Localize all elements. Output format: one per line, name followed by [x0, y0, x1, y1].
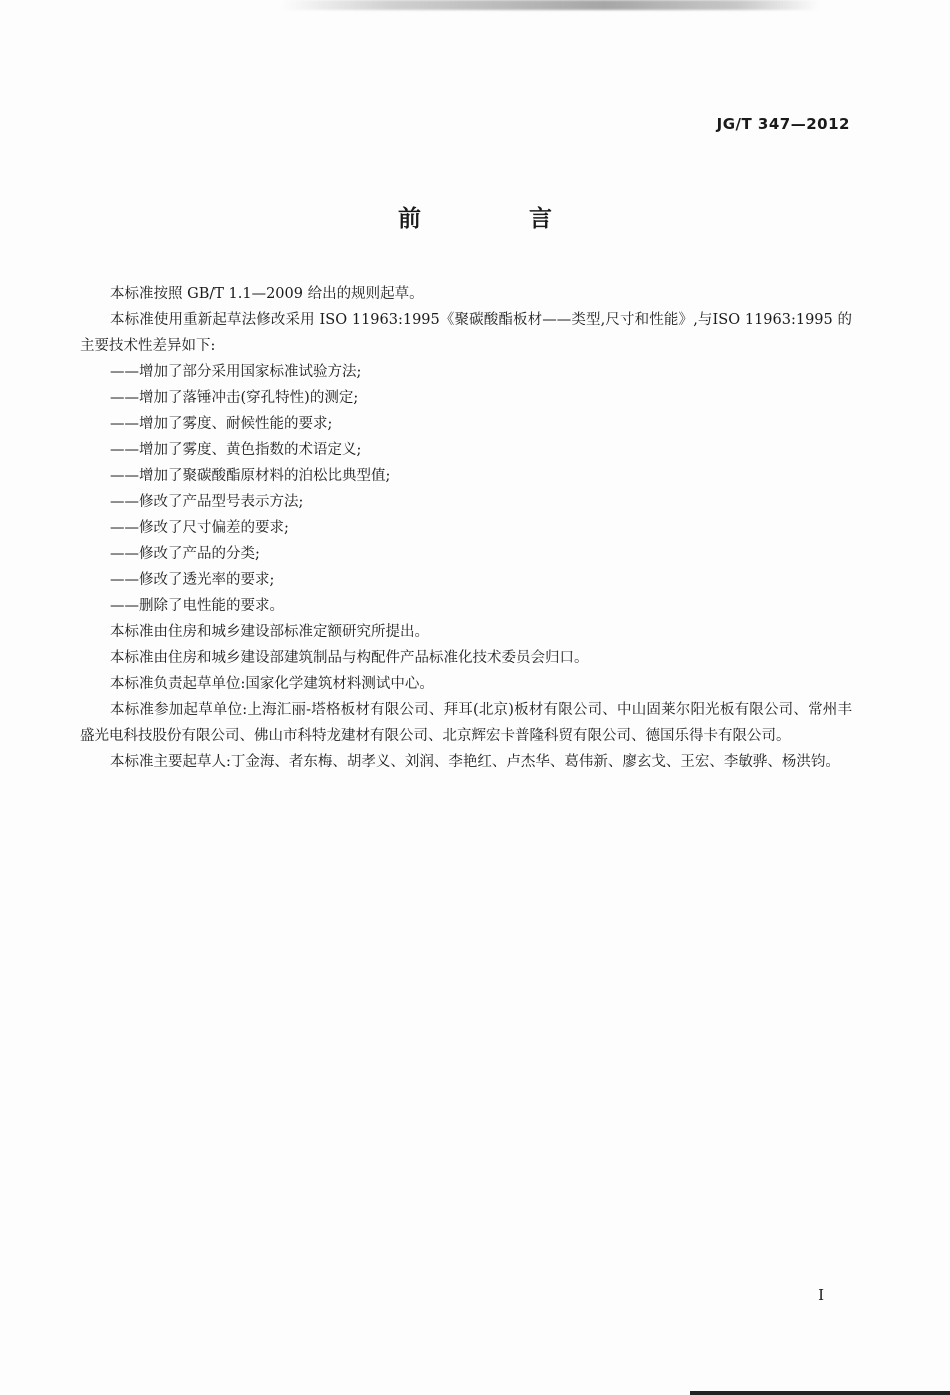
paragraph-adoption: 本标准使用重新起草法修改采用 ISO 11963:1995《聚碳酸酯板材——类型,尺寸和性能》,与ISO 11963:1995 的主要技术性差异如下: [80, 312, 852, 354]
paragraph-participating-units: 本标准参加起草单位:上海汇丽-塔格板材有限公司、拜耳(北京)板材有限公司、中山固莱尔阳光板有限公司、常州丰盛光电科技股份有限公司、佛山市科特龙建材有限公司、北京辉宏卡普隆科贸有限公司、德国乐得卡有限公司。 [80, 702, 852, 744]
page-title: 前 言 [397, 206, 602, 232]
difference-item: ——修改了尺寸偏差的要求; [110, 520, 289, 536]
difference-item: ——删除了电性能的要求。 [110, 598, 284, 614]
scan-artifact-bottom [690, 1391, 950, 1395]
paragraph-lead-drafter: 本标准负责起草单位:国家化学建筑材料测试中心。 [110, 676, 434, 692]
difference-item: ——修改了产品的分类; [110, 546, 260, 562]
paragraph-committee: 本标准由住房和城乡建设部建筑制品与构配件产品标准化技术委员会归口。 [110, 650, 589, 666]
scan-artifact-top [280, 0, 820, 10]
document-code: JG/T 347—2012 [716, 115, 850, 133]
difference-item: ——增加了落锤冲击(穿孔特性)的测定; [110, 390, 359, 406]
difference-item: ——增加了聚碳酸酯原材料的泊松比典型值; [110, 468, 391, 484]
difference-item: ——修改了透光率的要求; [110, 572, 275, 588]
paragraph-drafting-rules: 本标准按照 GB/T 1.1—2009 给出的规则起草。 [110, 286, 424, 302]
difference-item: ——修改了产品型号表示方法; [110, 494, 304, 510]
difference-item: ——增加了雾度、耐候性能的要求; [110, 416, 333, 432]
difference-item: ——增加了部分采用国家标准试验方法; [110, 364, 362, 380]
paragraph-main-drafters: 本标准主要起草人:丁金海、者东梅、胡孝义、刘润、李艳红、卢杰华、葛伟新、廖玄戈、王宏、李敏骅、杨洪钧。 [110, 754, 840, 770]
difference-item: ——增加了雾度、黄色指数的术语定义; [110, 442, 362, 458]
page-number: I [818, 1286, 824, 1304]
foreword-body [80, 281, 852, 775]
paragraph-proposer: 本标准由住房和城乡建设部标准定额研究所提出。 [110, 624, 429, 640]
